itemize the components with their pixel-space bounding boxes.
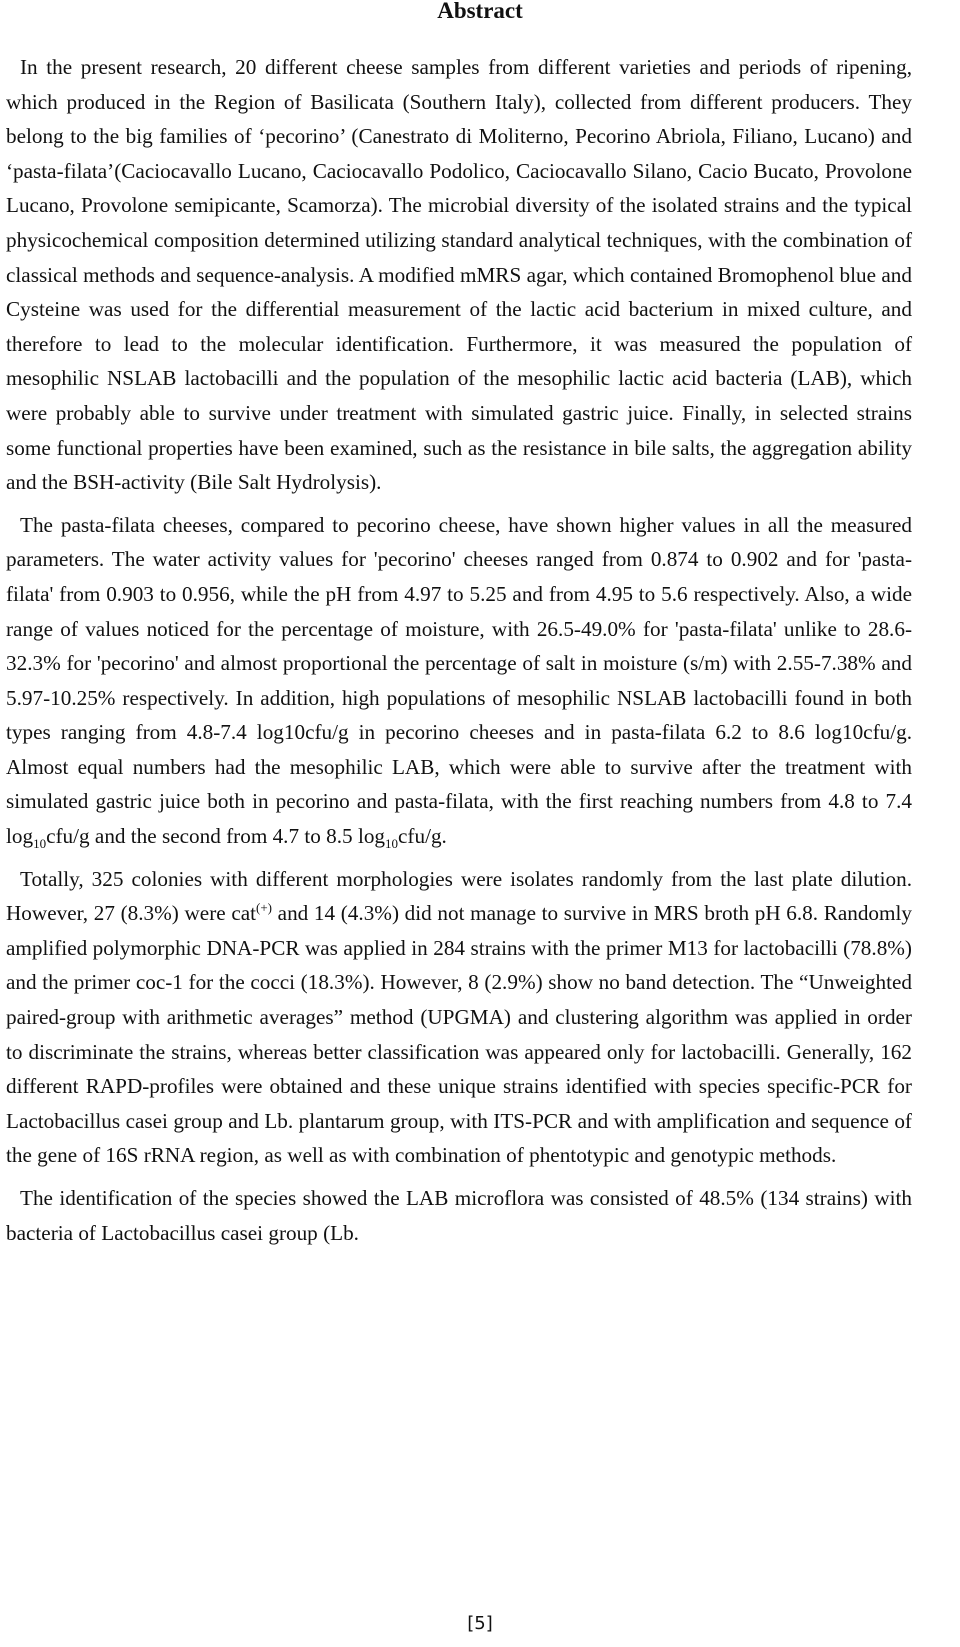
paragraph-3-start: Totally, 325 colonies with different morphologies were isolates randomly from the last plate dilution. However, 27 (8.3%) were cat xyxy=(6,866,912,926)
cat-superscript: (+) xyxy=(256,900,273,916)
page-number: [5] xyxy=(467,1613,493,1634)
paragraph-2-mid: cfu/g and the second from 4.7 to 8.5 xyxy=(46,824,358,849)
paragraph-3-rest: and 14 (4.3%) did not manage to survive in MRS broth pH 6.8. Randomly amplified polymorphic DNA-PCR was applied in 284 strains with the primer M13 for lactobacilli (78.8%) and the primer coc-1 for the cocci (18.3%). However, 8 (2.9%) show no band detection. The “Unweighted paired-group with arithmetic averages” method (UPGMA) and clustering algorithm was applied in order to discriminate the strains, whereas better classification was appeared only for lactobacilli. Generally, 162 different RAPD-profiles were obtained and these unique strains identified with species specific-PCR for Lactobacillus casei group and Lb. plantarum group, with ITS-PCR and with amplification and sequence of the gene of 16S rRNA region, as well as with combination of phentotypic and genotypic methods. xyxy=(6,901,912,1168)
paragraph-4: The identification of the species showed the LAB microflora was consisted of 48.5% (134 strains) with bacteria of Lactobacillus casei group (Lb. xyxy=(6,1186,912,1245)
abstract-body xyxy=(6,50,912,1258)
log-notation-2: $\log_{10}$ xyxy=(357,824,399,852)
log-subscript-2: 10 xyxy=(385,836,399,852)
paragraph-2 xyxy=(6,508,912,854)
log-notation-1: $\log_{10}$ xyxy=(6,824,47,852)
paragraph-1: In the present research, 20 different cheese samples from different varieties and periods of ripening, which produced in the Region of Basilicata (Southern Italy), collected from different producers. They belong to the big families of ‘pecorino’ (Canestrato di Moliterno, Pecorino Abriola, Filiano, Lucano) and ‘pasta-filata’(Caciocavallo Lucano, Caciocavallo Podolico, Caciocavallo Silano, Cacio Bucato, Provolone Lucano, Provolone semipicante, Scamorza). The microbial diversity of the isolated strains and the typical physicochemical composition determined utilizing standard analytical techniques, with the combination of classical methods and sequence-analysis. A modified mMRS agar, which contained Bromophenol blue and Cysteine was used for the differential measurement of the lactic acid bacterium in mixed culture, and therefore to lead to the molecular identification. Furthermore, it was measured the population of mesophilic NSLAB lactobacilli and the population of the mesophilic lactic acid bacteria (LAB), which were probably able to survive under treatment with simulated gastric juice. Finally, in selected strains some functional properties have been examined, such as the resistance in bile salts, the aggregation ability and the BSH-activity (Bile Salt Hydrolysis). xyxy=(6,55,912,495)
log-subscript-1: 10 xyxy=(33,836,47,852)
paragraph-3 xyxy=(6,862,912,1173)
paragraph-2-end: cfu/g. xyxy=(398,824,447,849)
paragraph-2-main: The pasta-filata cheeses, compared to pecorino cheese, have shown higher values in all the measured parameters. The water activity values for 'pecorino' cheeses ranged from 0.874 to 0.902 and for 'pasta-filata' from 0.903 to 0.956, while the pH from 4.97 to 5.25 and from 4.95 to 5.6 respectively. Also, a wide range of values noticed for the percentage of moisture, with 26.5-49.0% for 'pasta-filata' unlike to 28.6-32.3% for 'pecorino' and almost proportional the percentage of salt in moisture (s/m) with 2.55-7.38% and 5.97-10.25% respectively. In addition, high populations of mesophilic NSLAB lactobacilli found in both types ranging from 4.8-7.4 log10cfu/g in pecorino cheeses and in pasta-filata 6.2 to 8.6 log10cfu/g. Almost equal numbers had the mesophilic LAB, which were able to survive after the treatment with simulated gastric juice both in pecorino and pasta-filata, with the first reaching numbers from 4.8 to 7.4 xyxy=(6,512,912,814)
abstract-heading: Abstract xyxy=(437,0,523,23)
